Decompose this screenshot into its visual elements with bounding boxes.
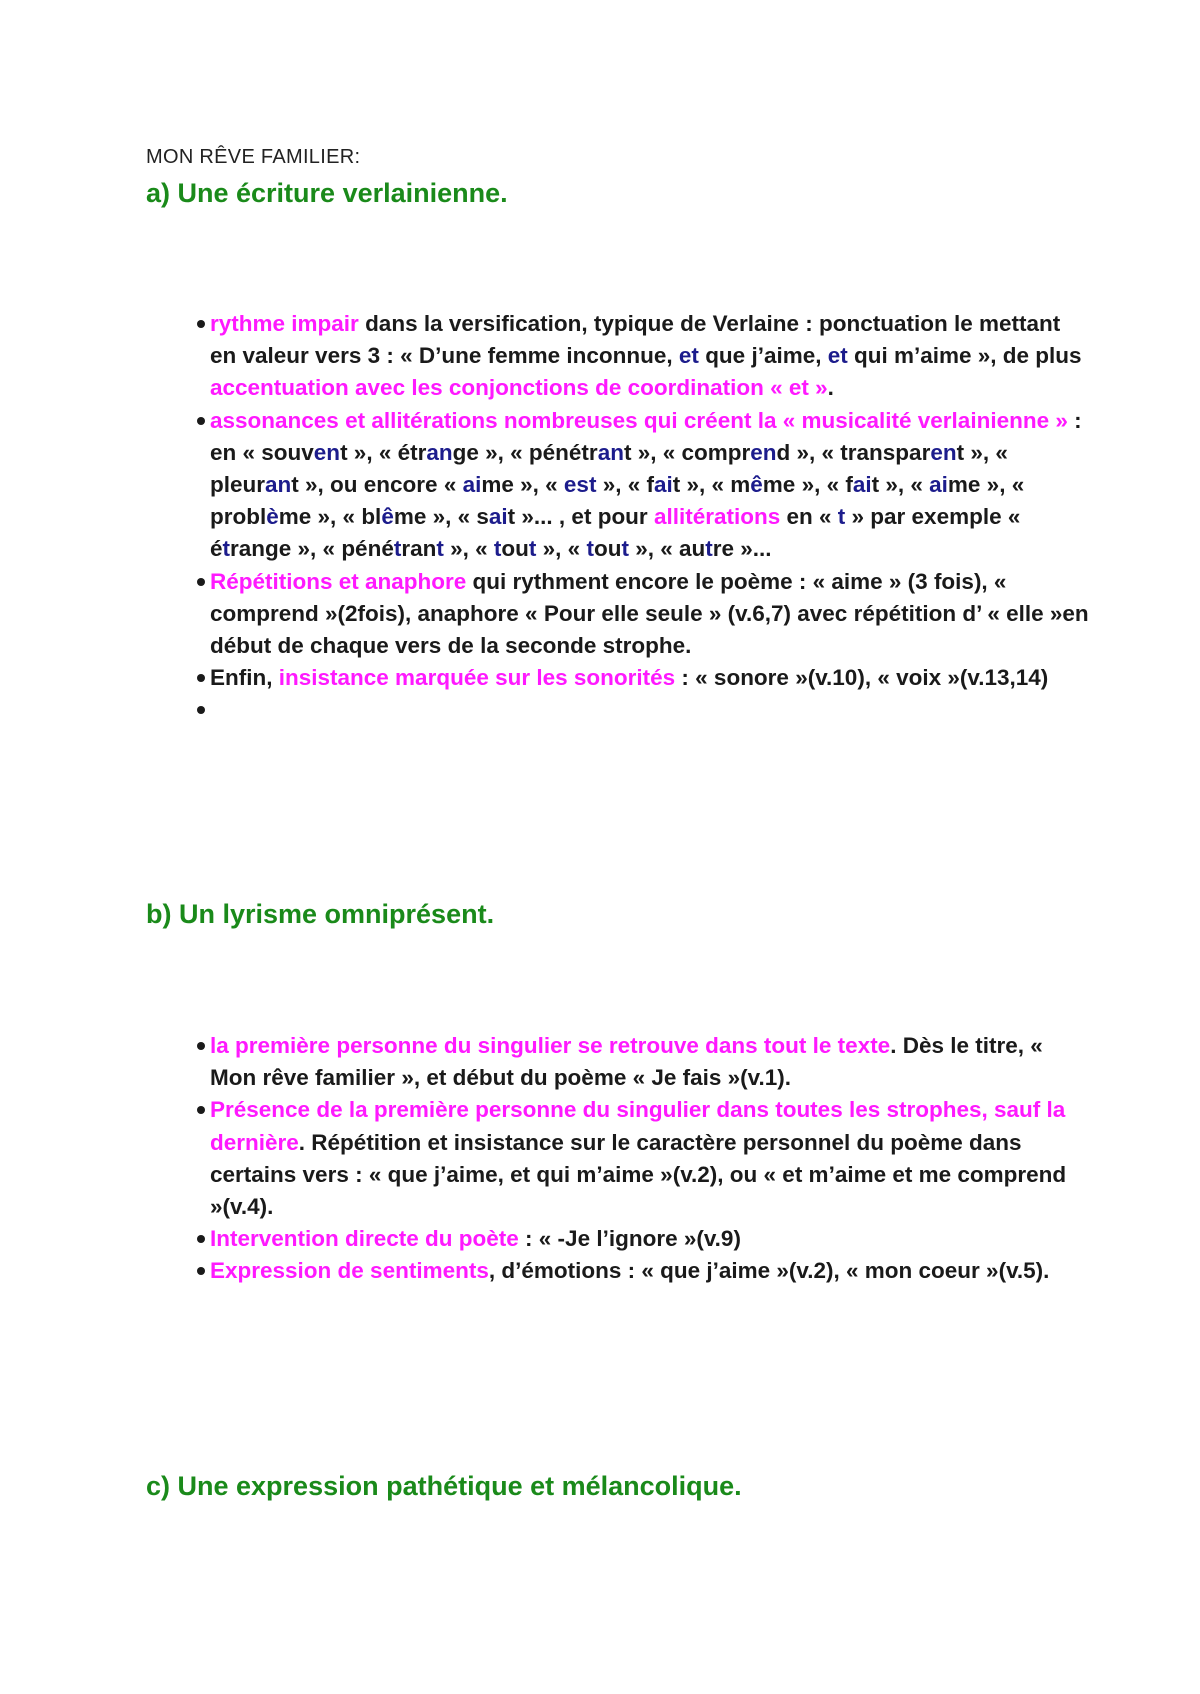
section-a-list xyxy=(210,308,1090,726)
highlight-text: Présence de la première personne du singulier dans toutes les strophes, sauf la dernière xyxy=(210,1097,1066,1155)
text: . Répétition et insistance sur le caractère personnel du poème dans certains vers : « que j’aime, et qui m’aime »(v.2), ou « et m’aime et me comprend »(v.4). xyxy=(210,1129,1067,1220)
text: , d’émotions : « que j’aime »(v.2), « mon coeur »(v.5). xyxy=(488,1258,1050,1284)
list-item xyxy=(210,1223,1090,1255)
text: », « f xyxy=(596,472,654,498)
highlight-text: t xyxy=(528,536,537,562)
text: en « xyxy=(780,504,838,530)
text: t », « xyxy=(871,472,930,498)
highlight-text: t xyxy=(493,536,502,562)
text: » par exemple « é xyxy=(210,504,1021,562)
highlight-text: Répétitions et anaphore xyxy=(210,568,467,594)
highlight-text: t xyxy=(586,536,594,562)
text: t », « m xyxy=(672,472,751,498)
highlight-text: en xyxy=(313,439,341,465)
text: ge », « pénétr xyxy=(452,439,598,465)
text: que j’aime, xyxy=(698,343,828,369)
text: me », « xyxy=(481,472,564,498)
section-a-heading: a) Une écriture verlainienne. xyxy=(146,178,508,208)
text: ran xyxy=(401,536,437,562)
highlight-text: assonances et allitérations nombreuses qui créent la « musicalité verlainienne » xyxy=(210,407,1068,433)
list-item xyxy=(210,405,1090,566)
highlight-text: ai xyxy=(929,472,948,498)
highlight-text: t xyxy=(705,536,713,562)
list-item xyxy=(210,1094,1090,1223)
highlight-text: an xyxy=(426,439,453,465)
text: . xyxy=(827,375,834,401)
text: t »... , et pour xyxy=(507,504,654,530)
highlight-text: en xyxy=(750,439,777,465)
section-c-heading: c) Une expression pathétique et mélancolique. xyxy=(146,1471,742,1501)
text: », « xyxy=(443,536,494,562)
text: me », « s xyxy=(393,504,489,530)
list-item xyxy=(210,566,1090,663)
highlight-text: t xyxy=(621,536,629,562)
empty-list-item xyxy=(210,694,1090,726)
highlight-text: an xyxy=(597,439,624,465)
text: t », « compr xyxy=(623,439,751,465)
text: », « au xyxy=(628,536,706,562)
highlight-text: accentuation avec les conjonctions de coordination « et » xyxy=(210,375,828,401)
highlight-text: ê xyxy=(381,504,394,530)
text: t », « pleur xyxy=(210,439,1008,498)
text: t », ou encore « xyxy=(291,472,463,498)
list-item xyxy=(210,1030,1090,1094)
highlight-text: allitérations xyxy=(653,504,781,530)
text: : en « souv xyxy=(210,407,1082,465)
text: d », « transpar xyxy=(776,439,931,465)
highlight-text: et xyxy=(678,343,699,369)
list-item xyxy=(210,1255,1090,1287)
highlight-text: ai xyxy=(852,472,872,498)
highlight-text: ai xyxy=(488,504,508,530)
highlight-text: t xyxy=(393,536,402,562)
highlight-text: insistance marquée sur les sonorités xyxy=(278,665,676,691)
text: qui m’aime », de plus xyxy=(847,343,1082,369)
text: : « sonore »(v.10), « voix »(v.13,14) xyxy=(675,665,1049,691)
list-item xyxy=(210,662,1090,694)
highlight-text: an xyxy=(265,472,292,498)
text: . Dès le titre, « Mon rêve familier », et début du poème « Je fais »(v.1). xyxy=(210,1033,1043,1091)
text: me », « probl xyxy=(210,472,1025,530)
highlight-text: t xyxy=(222,536,231,562)
text: : « -Je l’ignore »(v.9) xyxy=(518,1226,741,1252)
text: », « xyxy=(536,536,587,562)
section-b-list xyxy=(210,1030,1090,1288)
highlight-text: et xyxy=(827,343,848,369)
text: qui rythment encore le poème : « aime » (3 fois), « comprend »(2fois), anaphore « Pour elle seule » (v.6,7) avec répétition d’ « elle »en début de chaque vers de la seconde strophe. xyxy=(210,568,1089,659)
highlight-text: en xyxy=(930,439,957,465)
text: me », « f xyxy=(762,472,853,498)
text: dans la versification, typique de Verlaine : ponctuation le mettant en valeur vers 3 : « D’une femme inconnue, xyxy=(210,311,1061,369)
highlight-text: ai xyxy=(462,472,482,498)
document-title: MON RÊVE FAMILIER: xyxy=(146,146,361,168)
highlight-text: la première personne du singulier se retrouve dans tout le texte xyxy=(210,1033,891,1058)
section-b-heading: b) Un lyrisme omniprésent. xyxy=(146,899,495,929)
highlight-text: è xyxy=(266,504,279,530)
highlight-text: ê xyxy=(750,472,763,498)
text: ou xyxy=(501,536,529,562)
highlight-text: ai xyxy=(653,472,673,498)
highlight-text: Expression de sentiments xyxy=(210,1258,489,1284)
highlight-text: t xyxy=(436,536,444,562)
text: re »... xyxy=(712,536,772,562)
highlight-text: Intervention directe du poète xyxy=(210,1226,519,1252)
text: Enfin, xyxy=(210,665,279,691)
text: me », « bl xyxy=(278,504,382,530)
text: t », « étr xyxy=(340,439,427,465)
highlight-text: est xyxy=(563,472,597,498)
list-item xyxy=(210,308,1090,405)
text: ou xyxy=(593,536,622,562)
text: range », « péné xyxy=(230,536,394,562)
highlight-text: t xyxy=(837,504,846,530)
highlight-text: rythme impair xyxy=(210,311,359,336)
